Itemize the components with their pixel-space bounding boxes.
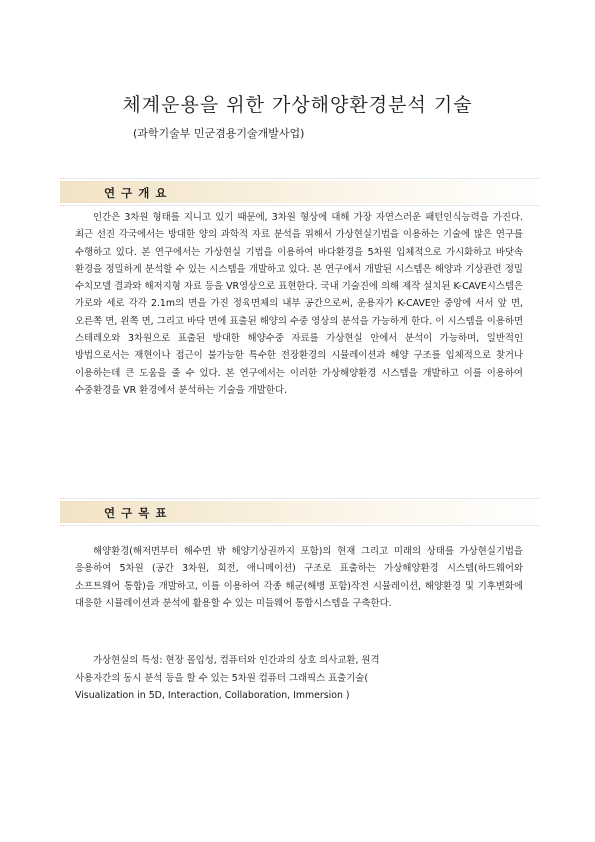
- vr-features-line: 사용자간의 동시 분석 등을 할 수 있는 5차원 컴퓨터 그래픽스 표출기술(: [75, 672, 368, 684]
- overview-section-title: 연 구 개 요: [104, 186, 168, 200]
- vr-features-line: Visualization in 5D, Interaction, Collaboration, Immersion ): [75, 690, 350, 701]
- document-subtitle: (과학기술부 민군겸용기술개발사업): [133, 127, 305, 140]
- vr-features-line: 가상현실의 특성: 현장 몰입성, 컴퓨터와 인간과의 상호 의사교환, 원격: [93, 655, 380, 666]
- goals-section-header: [60, 501, 540, 523]
- goals-paragraph: 해양환경(해저면부터 해수면 밖 해양기상권까지 포함)의 현재 그리고 미래의 상태를 가상현실기법을 응용하여 5차원 (공간 3차원, 회전, 애니메이션) 구조로 표출하는 가상해양환경 시스템(하드웨어와 소프트웨어 통합)을 개발하고, 이를 이용하여 각종 해군(해병 포함)작전 시뮬레이션, 해양환경 및 기후변화에 대응한 시뮬레이션과 분석에 활용할 수 있는 미들웨어 통합시스템을 구축한다.: [75, 546, 523, 609]
- document-title: 체계운용을 위한 가상해양환경분석 기술: [122, 94, 473, 116]
- goals-section-title: 연 구 목 표: [104, 506, 168, 520]
- vr-features-paragraph: [75, 652, 515, 705]
- overview-section-header: [60, 181, 540, 203]
- overview-paragraph: 인간은 3차원 형태를 지니고 있기 때문에, 3차원 형상에 대해 가장 자연스러운 패턴인식능력을 가진다. 최근 선진 각국에서는 방대한 양의 과학적 자료 분석을 위해서 가상현실기법을 이용하는 기술에 많은 연구를 수행하고 있다. 본 연구에서는 가상현실 기법을 이용하여 바다환경을 5차원 입체적으로 가시화하고 바닷속 환경을 정밀하게 분석할 수 있는 시스템을 개발하고 있다. 본 연구에서 개발된 시스템은 해양과 기상관련 정밀 수치모델 결과와 해저지형 자료 등을 VR영상으로 표현한다. 국내 기술진에 의해 제작 설치된 K-CAVE시스템은 가로와 세로 각각 2.1m의 면을 가진 정육면체의 내부 공간으로써, 운용자가 K-CAVE안 중앙에 서서 앞 면, 오른쪽 면, 왼쪽 면, 그리고 바닥 면에 표출된 해양의 수중 영상의 분석을 가능하게 한다. 이 시스템을 이용하면 스테레오와 3차원으로 표출된 방대한 해양수중 자료를 가상현실 안에서 분석이 가능하며, 일반적인 방법으로서는 재현이나 접근이 불가능한 특수한 전장환경의 시뮬레이션과 해양 구조를 입체적으로 찾거나 이용하는데 큰 도움을 줄 수 있다. 본 연구에서는 이러한 가상해양환경 시스템을 개발하고 이를 이용하여 수중환경을 VR 환경에서 분석하는 기술을 개발한다.: [75, 212, 523, 396]
